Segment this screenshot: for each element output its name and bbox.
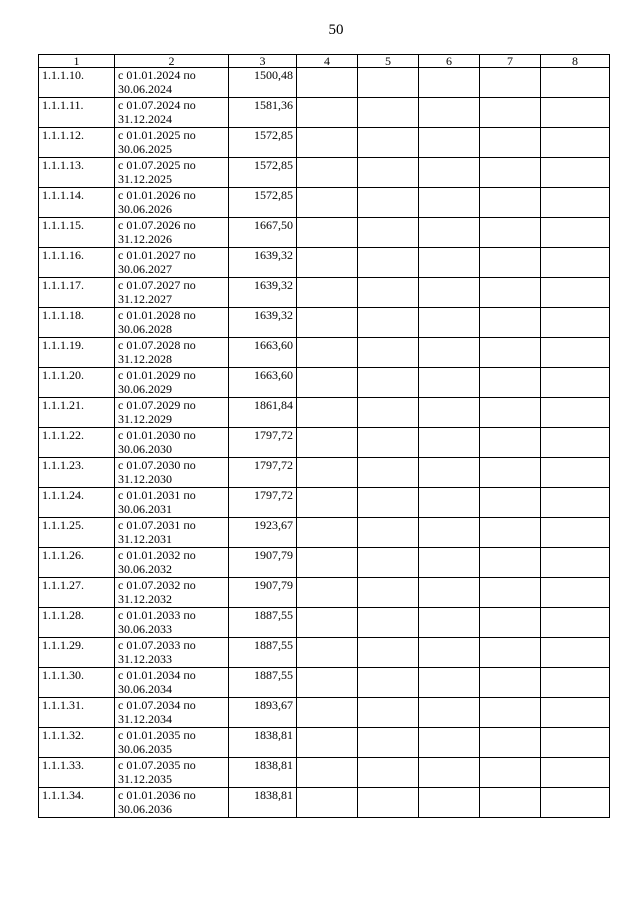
empty-cell-col-5: [358, 248, 419, 278]
empty-cell-col-4: [297, 578, 358, 608]
empty-cell-col-8: [541, 128, 610, 158]
empty-cell-col-5: [358, 398, 419, 428]
empty-cell-col-8: [541, 788, 610, 818]
table-row: [39, 278, 610, 308]
empty-cell-col-7: [480, 248, 541, 278]
empty-cell-col-7: [480, 188, 541, 218]
empty-cell-col-7: [480, 638, 541, 668]
row-number-cell: 1.1.1.16.: [39, 248, 115, 278]
empty-cell-col-5: [358, 368, 419, 398]
period-start-text: с 01.01.2032 по: [118, 548, 196, 562]
empty-cell-col-7: [480, 398, 541, 428]
header-cell-5: 5: [358, 55, 419, 68]
value-cell: 1667,50: [229, 218, 297, 248]
period-cell: [115, 728, 229, 758]
empty-cell-col-8: [541, 248, 610, 278]
period-end-text: 30.06.2026: [118, 202, 172, 216]
empty-cell-col-5: [358, 68, 419, 98]
value-cell: 1572,85: [229, 128, 297, 158]
table-row: [39, 338, 610, 368]
value-cell: 1838,81: [229, 728, 297, 758]
value-cell: 1797,72: [229, 488, 297, 518]
table-row: [39, 788, 610, 818]
period-start-text: с 01.01.2025 по: [118, 128, 196, 142]
value-cell: 1500,48: [229, 68, 297, 98]
empty-cell-col-8: [541, 518, 610, 548]
period-cell: [115, 68, 229, 98]
empty-cell-col-5: [358, 308, 419, 338]
period-end-text: 31.12.2025: [118, 172, 172, 186]
period-cell: [115, 278, 229, 308]
period-cell: [115, 548, 229, 578]
period-cell: [115, 158, 229, 188]
period-start-text: с 01.07.2030 по: [118, 458, 196, 472]
empty-cell-col-5: [358, 98, 419, 128]
empty-cell-col-4: [297, 428, 358, 458]
period-cell: [115, 338, 229, 368]
header-cell-2: 2: [115, 55, 229, 68]
header-cell-4: 4: [297, 55, 358, 68]
row-number-cell: 1.1.1.29.: [39, 638, 115, 668]
table-row: [39, 158, 610, 188]
period-cell: [115, 638, 229, 668]
empty-cell-col-4: [297, 608, 358, 638]
period-start-text: с 01.07.2033 по: [118, 638, 196, 652]
period-cell: [115, 578, 229, 608]
value-cell: 1639,32: [229, 248, 297, 278]
value-cell: 1581,36: [229, 98, 297, 128]
period-cell: [115, 488, 229, 518]
empty-cell-col-7: [480, 368, 541, 398]
period-end-text: 30.06.2032: [118, 562, 172, 576]
period-end-text: 30.06.2027: [118, 262, 172, 276]
period-cell: [115, 458, 229, 488]
page-number: 50: [328, 22, 344, 38]
period-end-text: 31.12.2026: [118, 232, 172, 246]
value-cell: 1907,79: [229, 548, 297, 578]
table-row: [39, 578, 610, 608]
period-start-text: с 01.07.2029 по: [118, 398, 196, 412]
empty-cell-col-4: [297, 248, 358, 278]
empty-cell-col-8: [541, 398, 610, 428]
empty-cell-col-4: [297, 458, 358, 488]
period-end-text: 30.06.2036: [118, 802, 172, 816]
header-row: [39, 55, 610, 68]
value-cell: 1663,60: [229, 368, 297, 398]
value-cell: 1887,55: [229, 608, 297, 638]
header-cell-1: 1: [39, 55, 115, 68]
row-number-cell: 1.1.1.23.: [39, 458, 115, 488]
period-cell: [115, 668, 229, 698]
row-number-cell: 1.1.1.22.: [39, 428, 115, 458]
empty-cell-col-5: [358, 338, 419, 368]
empty-cell-col-5: [358, 488, 419, 518]
empty-cell-col-8: [541, 608, 610, 638]
empty-cell-col-4: [297, 158, 358, 188]
period-start-text: с 01.07.2032 по: [118, 578, 196, 592]
empty-cell-col-6: [419, 698, 480, 728]
empty-cell-col-6: [419, 728, 480, 758]
empty-cell-col-6: [419, 368, 480, 398]
empty-cell-col-7: [480, 98, 541, 128]
empty-cell-col-6: [419, 98, 480, 128]
empty-cell-col-5: [358, 638, 419, 668]
row-number-cell: 1.1.1.30.: [39, 668, 115, 698]
empty-cell-col-7: [480, 728, 541, 758]
table-row: [39, 428, 610, 458]
empty-cell-col-4: [297, 488, 358, 518]
empty-cell-col-4: [297, 68, 358, 98]
period-start-text: с 01.01.2027 по: [118, 248, 196, 262]
value-cell: 1572,85: [229, 188, 297, 218]
empty-cell-col-5: [358, 758, 419, 788]
empty-cell-col-6: [419, 608, 480, 638]
period-end-text: 31.12.2031: [118, 532, 172, 546]
row-number-cell: 1.1.1.11.: [39, 98, 115, 128]
row-number-cell: 1.1.1.34.: [39, 788, 115, 818]
period-cell: [115, 518, 229, 548]
period-start-text: с 01.07.2025 по: [118, 158, 196, 172]
period-end-text: 30.06.2025: [118, 142, 172, 156]
empty-cell-col-8: [541, 578, 610, 608]
period-cell: [115, 608, 229, 638]
table-row: [39, 218, 610, 248]
row-number-cell: 1.1.1.27.: [39, 578, 115, 608]
value-cell: 1923,67: [229, 518, 297, 548]
period-start-text: с 01.01.2029 по: [118, 368, 196, 382]
row-number-cell: 1.1.1.13.: [39, 158, 115, 188]
value-cell: 1663,60: [229, 338, 297, 368]
empty-cell-col-8: [541, 488, 610, 518]
empty-cell-col-4: [297, 668, 358, 698]
period-end-text: 30.06.2035: [118, 742, 172, 756]
table-row: [39, 68, 610, 98]
period-end-text: 31.12.2029: [118, 412, 172, 426]
period-end-text: 30.06.2029: [118, 382, 172, 396]
empty-cell-col-6: [419, 458, 480, 488]
period-end-text: 30.06.2030: [118, 442, 172, 456]
row-number-cell: 1.1.1.18.: [39, 308, 115, 338]
period-start-text: с 01.07.2026 по: [118, 218, 196, 232]
empty-cell-col-6: [419, 518, 480, 548]
empty-cell-col-6: [419, 398, 480, 428]
empty-cell-col-6: [419, 188, 480, 218]
empty-cell-col-6: [419, 788, 480, 818]
empty-cell-col-6: [419, 758, 480, 788]
empty-cell-col-6: [419, 668, 480, 698]
row-number-cell: 1.1.1.10.: [39, 68, 115, 98]
empty-cell-col-7: [480, 68, 541, 98]
empty-cell-col-4: [297, 98, 358, 128]
empty-cell-col-7: [480, 158, 541, 188]
row-number-cell: 1.1.1.33.: [39, 758, 115, 788]
period-cell: [115, 788, 229, 818]
period-cell: [115, 248, 229, 278]
empty-cell-col-6: [419, 578, 480, 608]
empty-cell-col-7: [480, 458, 541, 488]
empty-cell-col-4: [297, 518, 358, 548]
empty-cell-col-7: [480, 608, 541, 638]
period-start-text: с 01.01.2024 по: [118, 68, 196, 82]
value-cell: 1797,72: [229, 458, 297, 488]
period-end-text: 30.06.2024: [118, 82, 172, 96]
empty-cell-col-7: [480, 428, 541, 458]
row-number-cell: 1.1.1.32.: [39, 728, 115, 758]
empty-cell-col-6: [419, 278, 480, 308]
empty-cell-col-7: [480, 218, 541, 248]
period-start-text: с 01.01.2035 по: [118, 728, 196, 742]
period-start-text: с 01.01.2036 по: [118, 788, 196, 802]
empty-cell-col-6: [419, 218, 480, 248]
row-number-cell: 1.1.1.25.: [39, 518, 115, 548]
period-start-text: с 01.01.2033 по: [118, 608, 196, 622]
empty-cell-col-8: [541, 668, 610, 698]
period-end-text: 31.12.2033: [118, 652, 172, 666]
empty-cell-col-8: [541, 368, 610, 398]
empty-cell-col-8: [541, 278, 610, 308]
period-start-text: с 01.07.2027 по: [118, 278, 196, 292]
empty-cell-col-6: [419, 248, 480, 278]
header-cell-8: 8: [541, 55, 610, 68]
period-end-text: 30.06.2033: [118, 622, 172, 636]
empty-cell-col-7: [480, 488, 541, 518]
value-cell: 1887,55: [229, 668, 297, 698]
empty-cell-col-8: [541, 728, 610, 758]
period-cell: [115, 98, 229, 128]
value-cell: 1639,32: [229, 308, 297, 338]
empty-cell-col-7: [480, 338, 541, 368]
empty-cell-col-7: [480, 668, 541, 698]
row-number-cell: 1.1.1.21.: [39, 398, 115, 428]
empty-cell-col-8: [541, 638, 610, 668]
table-row: [39, 758, 610, 788]
empty-cell-col-6: [419, 548, 480, 578]
empty-cell-col-5: [358, 578, 419, 608]
empty-cell-col-7: [480, 548, 541, 578]
period-start-text: с 01.01.2026 по: [118, 188, 196, 202]
table-row: [39, 518, 610, 548]
row-number-cell: 1.1.1.31.: [39, 698, 115, 728]
row-number-cell: 1.1.1.26.: [39, 548, 115, 578]
period-end-text: 31.12.2032: [118, 592, 172, 606]
period-end-text: 30.06.2031: [118, 502, 172, 516]
empty-cell-col-5: [358, 218, 419, 248]
empty-cell-col-5: [358, 788, 419, 818]
empty-cell-col-8: [541, 68, 610, 98]
table-row: [39, 668, 610, 698]
empty-cell-col-4: [297, 308, 358, 338]
empty-cell-col-8: [541, 158, 610, 188]
row-number-cell: 1.1.1.20.: [39, 368, 115, 398]
row-number-cell: 1.1.1.24.: [39, 488, 115, 518]
period-start-text: с 01.07.2035 по: [118, 758, 196, 772]
empty-cell-col-8: [541, 218, 610, 248]
empty-cell-col-8: [541, 188, 610, 218]
empty-cell-col-5: [358, 128, 419, 158]
empty-cell-col-5: [358, 548, 419, 578]
period-start-text: с 01.07.2028 по: [118, 338, 196, 352]
value-cell: 1639,32: [229, 278, 297, 308]
period-start-text: с 01.07.2034 по: [118, 698, 196, 712]
period-end-text: 31.12.2030: [118, 472, 172, 486]
period-start-text: с 01.07.2031 по: [118, 518, 196, 532]
empty-cell-col-4: [297, 728, 358, 758]
period-cell: [115, 128, 229, 158]
row-number-cell: 1.1.1.12.: [39, 128, 115, 158]
table-body: [39, 68, 610, 818]
empty-cell-col-8: [541, 758, 610, 788]
table-row: [39, 248, 610, 278]
empty-cell-col-8: [541, 308, 610, 338]
period-cell: [115, 368, 229, 398]
value-cell: 1893,67: [229, 698, 297, 728]
empty-cell-col-6: [419, 488, 480, 518]
period-cell: [115, 188, 229, 218]
empty-cell-col-8: [541, 338, 610, 368]
empty-cell-col-6: [419, 638, 480, 668]
period-cell: [115, 698, 229, 728]
header-cell-3: 3: [229, 55, 297, 68]
table-row: [39, 548, 610, 578]
empty-cell-col-7: [480, 788, 541, 818]
empty-cell-col-8: [541, 698, 610, 728]
data-table: [38, 54, 610, 818]
period-cell: [115, 398, 229, 428]
table-row: [39, 188, 610, 218]
period-end-text: 31.12.2024: [118, 112, 172, 126]
row-number-cell: 1.1.1.28.: [39, 608, 115, 638]
empty-cell-col-5: [358, 188, 419, 218]
empty-cell-col-8: [541, 458, 610, 488]
empty-cell-col-6: [419, 308, 480, 338]
period-end-text: 30.06.2028: [118, 322, 172, 336]
value-cell: 1907,79: [229, 578, 297, 608]
empty-cell-col-6: [419, 68, 480, 98]
empty-cell-col-4: [297, 278, 358, 308]
empty-cell-col-6: [419, 128, 480, 158]
empty-cell-col-4: [297, 368, 358, 398]
value-cell: 1572,85: [229, 158, 297, 188]
period-start-text: с 01.01.2034 по: [118, 668, 196, 682]
header-cell-6: 6: [419, 55, 480, 68]
table-row: [39, 398, 610, 428]
empty-cell-col-4: [297, 548, 358, 578]
empty-cell-col-5: [358, 668, 419, 698]
empty-cell-col-5: [358, 608, 419, 638]
empty-cell-col-4: [297, 218, 358, 248]
table-row: [39, 98, 610, 128]
empty-cell-col-6: [419, 338, 480, 368]
period-start-text: с 01.01.2028 по: [118, 308, 196, 322]
period-end-text: 30.06.2034: [118, 682, 172, 696]
table-row: [39, 368, 610, 398]
table-row: [39, 458, 610, 488]
empty-cell-col-4: [297, 338, 358, 368]
value-cell: 1838,81: [229, 758, 297, 788]
empty-cell-col-5: [358, 698, 419, 728]
empty-cell-col-8: [541, 428, 610, 458]
table-row: [39, 728, 610, 758]
empty-cell-col-7: [480, 758, 541, 788]
period-cell: [115, 218, 229, 248]
empty-cell-col-7: [480, 518, 541, 548]
row-number-cell: 1.1.1.19.: [39, 338, 115, 368]
table-row: [39, 698, 610, 728]
value-cell: 1838,81: [229, 788, 297, 818]
empty-cell-col-4: [297, 128, 358, 158]
empty-cell-col-6: [419, 158, 480, 188]
empty-cell-col-7: [480, 128, 541, 158]
table-row: [39, 128, 610, 158]
empty-cell-col-7: [480, 278, 541, 308]
period-start-text: с 01.07.2024 по: [118, 98, 196, 112]
table-row: [39, 308, 610, 338]
header-cell-7: 7: [480, 55, 541, 68]
empty-cell-col-5: [358, 428, 419, 458]
value-cell: 1797,72: [229, 428, 297, 458]
empty-cell-col-8: [541, 98, 610, 128]
empty-cell-col-4: [297, 638, 358, 668]
empty-cell-col-4: [297, 188, 358, 218]
value-cell: 1887,55: [229, 638, 297, 668]
table-row: [39, 638, 610, 668]
empty-cell-col-5: [358, 458, 419, 488]
empty-cell-col-8: [541, 548, 610, 578]
period-cell: [115, 428, 229, 458]
period-end-text: 31.12.2035: [118, 772, 172, 786]
empty-cell-col-7: [480, 698, 541, 728]
empty-cell-col-6: [419, 428, 480, 458]
table-row: [39, 488, 610, 518]
empty-cell-col-5: [358, 158, 419, 188]
empty-cell-col-4: [297, 788, 358, 818]
empty-cell-col-4: [297, 758, 358, 788]
empty-cell-col-5: [358, 728, 419, 758]
period-cell: [115, 308, 229, 338]
empty-cell-col-5: [358, 518, 419, 548]
period-start-text: с 01.01.2030 по: [118, 428, 196, 442]
row-number-cell: 1.1.1.15.: [39, 218, 115, 248]
empty-cell-col-4: [297, 398, 358, 428]
period-end-text: 31.12.2028: [118, 352, 172, 366]
table-row: [39, 608, 610, 638]
value-cell: 1861,84: [229, 398, 297, 428]
empty-cell-col-5: [358, 278, 419, 308]
empty-cell-col-7: [480, 308, 541, 338]
empty-cell-col-7: [480, 578, 541, 608]
period-start-text: с 01.01.2031 по: [118, 488, 196, 502]
row-number-cell: 1.1.1.14.: [39, 188, 115, 218]
period-cell: [115, 758, 229, 788]
period-end-text: 31.12.2027: [118, 292, 172, 306]
row-number-cell: 1.1.1.17.: [39, 278, 115, 308]
empty-cell-col-4: [297, 698, 358, 728]
period-end-text: 31.12.2034: [118, 712, 172, 726]
